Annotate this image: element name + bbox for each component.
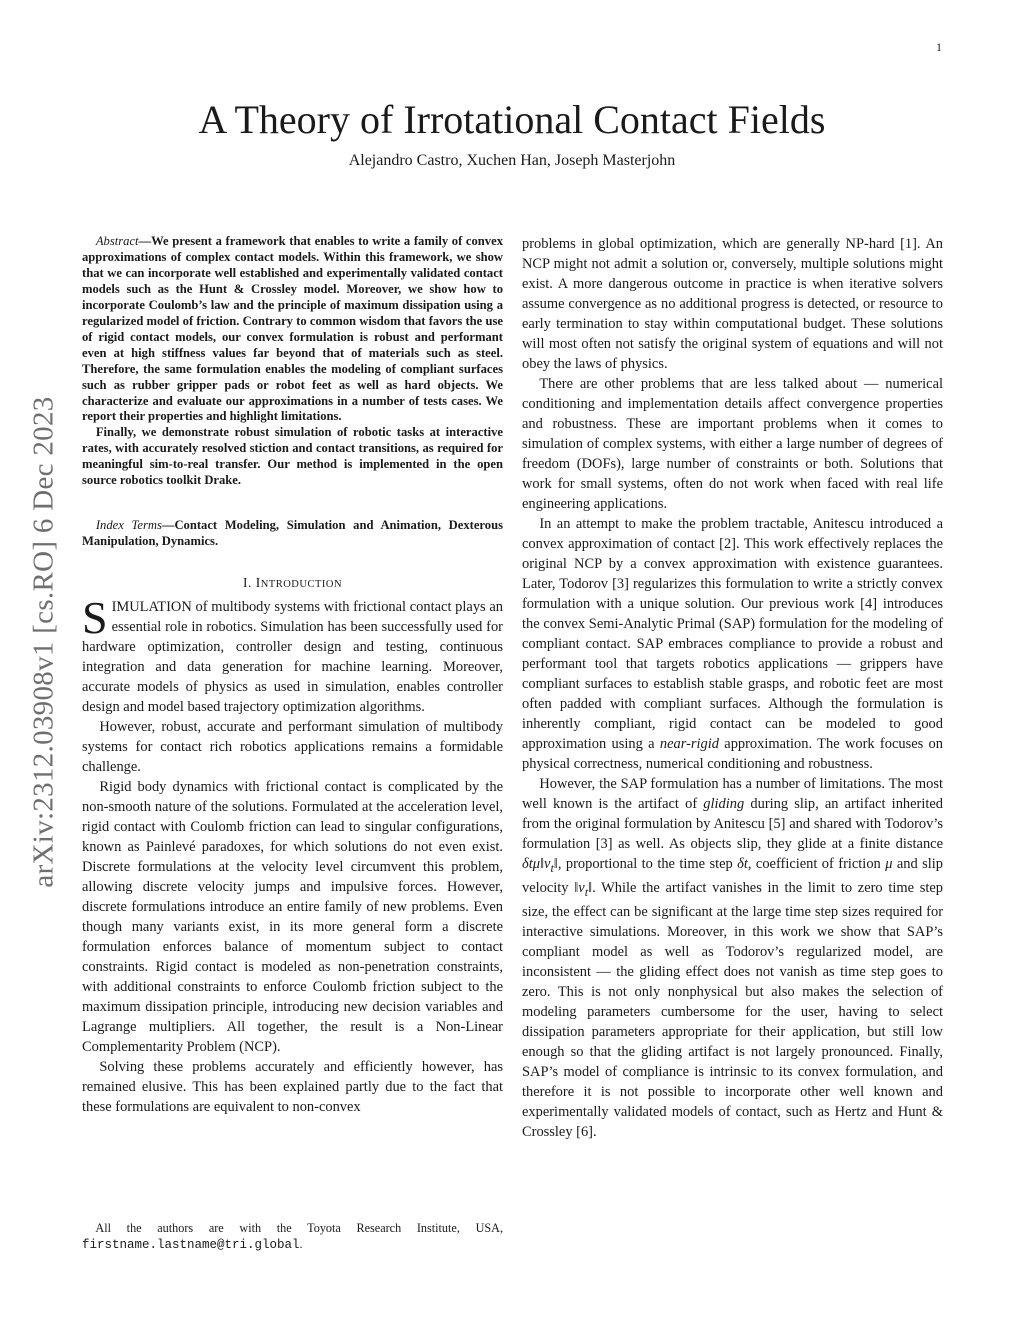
- section-heading-introduction: [82, 575, 503, 591]
- section-number: I.: [242, 575, 252, 591]
- abstract-text: —We present a framework that enables to write a family of convex approximations of complex contact models. Within this framework, we show that we can incorporate well established and experimentally validated contact models such as the Hunt & Crossley model. Moreover, we show how to incorporate Coulomb’s law and the principle of maximum dissipation using a regularized model of friction. Contrary to common wisdom that favors the use of rigid contact models, our convex formulation is robust and performant even at high stiffness values far beyond that of materials such as steel. Therefore, the same formulation enables the modeling of compliant surfaces such as rubber gripper pads or robot feet as well as hard objects. We characterize and evaluate our approximations in a number of tests cases. We report their properties and highlight limitations.: [82, 234, 503, 424]
- math-glide-distance-main: δtμ‖v: [522, 856, 551, 872]
- section-title-first-letter: I: [255, 575, 261, 591]
- right-paragraph-4-text-a: However, the SAP formulation has a number of limitations. The most well known is the artifact of: [522, 776, 943, 812]
- right-column: [522, 234, 943, 1142]
- abstract: [82, 234, 503, 489]
- math-glide-distance: [522, 856, 558, 875]
- arxiv-stamp-text: arXiv:2312.03908v1 [cs.RO] 6 Dec 2023: [27, 396, 60, 888]
- abstract-paragraph: [82, 234, 503, 425]
- footnote-text: All the authors are with the Toyota Research Institute, USA,: [95, 1221, 503, 1235]
- right-paragraph-3: [522, 514, 943, 774]
- math-slip-velocity-end: ‖: [588, 879, 593, 896]
- right-paragraph-3-text-b: approximation. The work focuses on physical correctness, numerical conditioning and robustness.: [522, 736, 943, 772]
- drop-cap: S: [82, 592, 108, 644]
- intro-paragraph-2: However, robust, accurate and performant simulation of multibody systems for contact rich robotics applications remains a formidable challenge.: [82, 719, 503, 776]
- intro-paragraph-4: Solving these problems accurately and efficiently however, has remained elusive. This has been explained partly due to the fact that these formulations are equivalent to non-convex: [82, 1059, 503, 1116]
- right-paragraph-3-text-a: In an attempt to make the problem tractable, Anitescu introduced a convex approximation of contact [2]. This work effectively replaces the original NCP by a convex approximation with existence guarantees. Later, Todorov [3] regularizes this formulation to write a strictly convex formulation with a unique solution. Our previous work [4] introduces the convex Semi-Analytic Primal (SAP) formulation for the modeling of compliant contact. SAP embraces compliance to provide a robust and performant tool that targets robotics applications — grippers have compliant surfaces to establish stable grasps, and robotic feet are most often padded with compliant surfaces. Although the formulation is inherently compliant, rigid contact can be modeled to good approximation using a: [522, 516, 943, 752]
- math-time-step: δt: [737, 856, 748, 872]
- intro-paragraph-1: [82, 592, 503, 717]
- right-paragraph-4-text-b: during slip, an artifact inherited from the original formulation by Anitescu [5] and shared with Todorov’s formulation [3] as well. As objects slip, they glide at a finite distance: [522, 796, 943, 852]
- index-terms: [82, 517, 503, 549]
- right-paragraph-4-text-c: , proportional to the time step: [557, 856, 738, 872]
- abstract-label: Abstract: [95, 234, 139, 248]
- left-column: [82, 234, 503, 1117]
- right-paragraph-2: There are other problems that are less talked about — numerical conditioning and implementation details affect convergence properties and robustness. These are important problems when it comes to simulation of complex systems, with either a large number of degrees of freedom (DOFs), large number of constraints or both. Solutions that work for small systems, often do not work when faced with real life engineering applications.: [522, 376, 943, 512]
- footnote-end: .: [299, 1237, 303, 1251]
- gliding-emphasis: gliding: [703, 796, 745, 812]
- intro-body: [82, 592, 503, 1117]
- math-glide-distance-end: ‖: [553, 856, 558, 872]
- right-paragraph-4: [522, 774, 943, 1142]
- near-rigid-emphasis: near-rigid: [659, 736, 719, 752]
- math-slip-velocity: [574, 879, 593, 899]
- math-glide-distance-sub: t: [550, 860, 554, 875]
- paper-title: A Theory of Irrotational Contact Fields: [198, 97, 826, 142]
- right-paragraph-4-text-d: , coefficient of friction: [747, 856, 886, 872]
- math-slip-velocity-sub: t: [584, 884, 589, 899]
- index-terms-text: —Contact Modeling, Simulation and Animation, Dexterous Manipulation, Dynamics.: [82, 518, 503, 549]
- index-terms-label: Index Terms: [95, 518, 162, 533]
- right-paragraph-1: problems in global optimization, which are generally NP-hard [1]. An NCP might not admit a solution or, conversely, multiple solutions might exist. A more dangerous outcome in practice is when iterative solvers assume convergence as no additional progress is detected, or resource to early termination to stay within computational budget. These solutions will most often not satisfy the original system of equations and will not obey the laws of physics.: [522, 236, 943, 372]
- right-paragraph-4-text-e: and slip velocity: [522, 856, 943, 896]
- page-number: 1: [936, 40, 942, 54]
- abstract-paragraph-2: Finally, we demonstrate robust simulation of robotic tasks at interactive rates, with accurately resolved stiction and contact transitions, as required for meaningful sim-to-real transfer. Our method is implemented in the open source robotics toolkit Drake.: [82, 425, 503, 488]
- math-slip-velocity-main: ‖v: [574, 879, 585, 896]
- section-title-rest: NTRODUCTION: [260, 579, 343, 591]
- intro-paragraph-1-text: IMULATION of multibody systems with frictional contact plays an essential role in robotics. Simulation has been successfully used for hardware optimization, controller design and testing, continuous integration and data generation for machine learning. Moreover, accurate models of physics as used in simulation, enables controller design and model based trajectory optimization algorithms.: [82, 599, 503, 716]
- math-friction-coefficient: μ: [885, 856, 893, 872]
- paper-authors: Alejandro Castro, Xuchen Han, Joseph Masterjohn: [348, 152, 676, 169]
- intro-paragraph-3: Rigid body dynamics with frictional contact is complicated by the non-smooth nature of the solutions. Formulated at the acceleration level, rigid contact with Coulomb friction can lead to singular configurations, known as Painlevé paradoxes, for which solutions do not even exist. Discrete formulations at the velocity level circumvent this problem, allowing discrete velocity jumps and impulsive forces. However, discrete formulations introduce an entire family of new problems. Even though many variants exist, in its more general form a discrete formulation enforces balance of momentum subject to contact constraints. Rigid contact is modeled as non-penetration constraints, with additional constraints to enforce Coulomb friction subject to the maximum dissipation principle, introducing new decision variables and Lagrange multipliers. All together, the result is a Non-Linear Complementarity Problem (NCP).: [82, 779, 503, 1056]
- author-footnote: [82, 1220, 503, 1253]
- footnote-email: firstname.lastname@tri.global: [82, 1238, 300, 1252]
- right-paragraph-4-text-f: . While the artifact vanishes in the limit to zero time step size, the effect can be significant at the large time step sizes required for interactive simulations. Moreover, in this work we show that SAP’s compliant model as well as Todorov’s regularized model, are inconsistent — the gliding effect does not vanish as time step goes to zero. This is not only nonphysical but also makes the selection of modeling parameters cumbersome for the user, having to select dissipation parameters appropriate for their application, but still low enough so that the gliding artifact is not largely pronounced. Finally, SAP’s model of compliance is intrinsic to its convex formulation, and therefore it is not possible to incorporate other well known and experimentally validated models of contact, such as Hertz and Hunt & Crossley [6].: [522, 879, 943, 1140]
